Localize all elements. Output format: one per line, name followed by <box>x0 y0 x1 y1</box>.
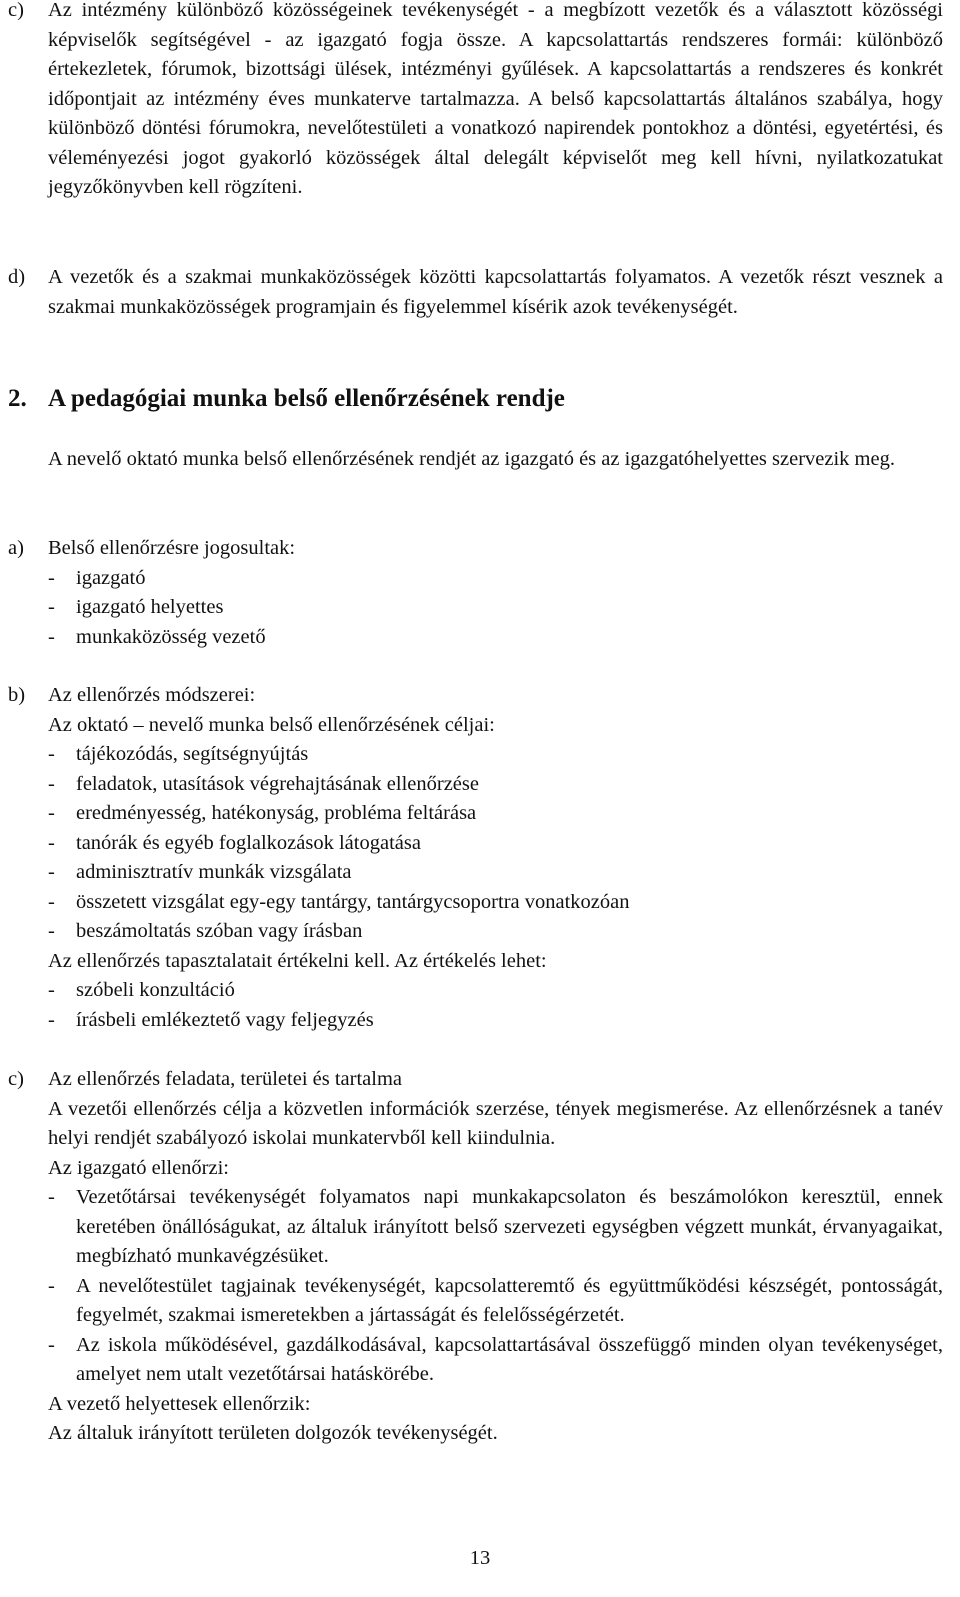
list-item: - igazgató helyettes <box>48 596 224 618</box>
section-c-bottom <box>8 1065 943 1449</box>
list-item: - igazgató <box>48 566 146 589</box>
deputy-text: Az általuk irányított területen dolgozók tevékenységét. <box>48 1422 498 1444</box>
list-item: - írásbeli emlékeztető vagy feljegyzés <box>48 1008 374 1031</box>
page-number: 13 <box>469 1547 491 1569</box>
director-title: Az igazgató ellenőrzi: <box>48 1156 229 1179</box>
section-c-bottom-title: Az ellenőrzés feladata, területei és tartalma <box>48 1068 402 1090</box>
heading-number: 2. <box>8 385 27 412</box>
list-item: - A nevelőtestület tagjainak tevékenységét, kapcsolatteremtő és együttműködési készségét, pontosságát, fegyelmét, szakmai ismeretekben a jártasságát és felelősségérzetét. <box>48 1274 943 1326</box>
list-item: - tanórák és egyéb foglalkozások látogatása <box>48 831 421 854</box>
section-b-title: Az ellenőrzés módszerei: <box>48 684 256 706</box>
deputy-title: A vezető helyettesek ellenőrzik: <box>48 1392 311 1415</box>
section-a-label: a) <box>8 537 24 559</box>
section-c-bottom-label: c) <box>8 1068 24 1090</box>
heading-title: A pedagógiai munka belső ellenőrzésének rendje <box>48 385 565 412</box>
section-a-title: Belső ellenőrzésre jogosultak: <box>48 537 296 559</box>
list-item: - Vezetőtársai tevékenységét folyamatos napi munkakapcsolaton és beszámolókon keresztül, ennek keretében önállóságukat, az általuk irányított belső szervezeti egységben végzett munkát, érvanyagaikat, megbízható munkavégzésüket. <box>48 1186 943 1267</box>
section-c-bottom-text: A vezetői ellenőrzés célja a közvetlen információk szerzése, tények megismerése. Az ellenőrzésnek a tanév helyi rendjét szabályozó iskolai munkatervből kell kiindulnia. <box>48 1097 943 1149</box>
intro-block <box>8 445 943 475</box>
list-item: - tájékozódás, segítségnyújtás <box>48 743 309 765</box>
list-item: - munkaközösség vezető <box>48 625 266 648</box>
list-item: - feladatok, utasítások végrehajtásának ellenőrzése <box>48 772 479 795</box>
section-d-label: d) <box>8 266 26 288</box>
section-heading <box>8 384 565 414</box>
list-item: - beszámoltatás szóban vagy írásban <box>48 920 363 942</box>
list-item: - összetett vizsgálat egy-egy tantárgy, tantárgycsoportra vonatkozóan <box>48 890 630 913</box>
list-item: - eredményesség, hatékonyság, probléma feltárása <box>48 802 477 824</box>
section-a <box>8 534 943 652</box>
section-c-top <box>8 0 943 203</box>
section-b-subtitle: Az oktató – nevelő munka belső ellenőrzésének céljai: <box>48 713 495 736</box>
section-b-eval-intro: Az ellenőrzés tapasztalatait értékelni kell. Az értékelés lehet: <box>48 949 547 972</box>
section-b-label: b) <box>8 684 26 706</box>
section-b <box>8 681 943 1035</box>
section-c-top-text: Az intézmény különböző közösségeinek tevékenységét - a megbízott vezetők és a választott közösségi képviselők segítségével - az igazgató fogja össze. A kapcsolattartás rendszeres formái: különböző értekezletek, fórumok, bizottsági ülések, intézményi gyűlések. A kapcsolattartás a rendszeres és konkrét időpontjait az intézmény éves munkaterve tartalmazza. A belső kapcsolattartás általános szabálya, hogy különböző döntési fórumokra, nevelőtestületi a vonatkozó napirendek pontokhoz a döntési, egyetértési, és véleményezési jogot gyakorló közösségek által delegált képviselőt meg kell hívni, nyilatkozatukat jegyzőkönyvben kell rögzíteni. <box>48 0 943 198</box>
section-d <box>8 263 943 322</box>
list-item: - Az iskola működésével, gazdálkodásával, kapcsolattartásával összefüggő minden olyan tevékenységet, amelyet nem utalt vezetőtársai hatáskörébe. <box>48 1333 943 1385</box>
list-item: - szóbeli konzultáció <box>48 979 235 1001</box>
intro-text: A nevelő oktató munka belső ellenőrzésének rendjét az igazgató és az igazgatóhelyettes szervezik meg. <box>48 448 895 470</box>
list-item: - adminisztratív munkák vizsgálata <box>48 861 352 883</box>
section-c-top-label: c) <box>8 0 24 21</box>
section-d-text: A vezetők és a szakmai munkaközösségek közötti kapcsolattartás folyamatos. A vezetők részt vesznek a szakmai munkaközösségek programjain és figyelemmel kísérik azok tevékenységét. <box>48 266 943 318</box>
